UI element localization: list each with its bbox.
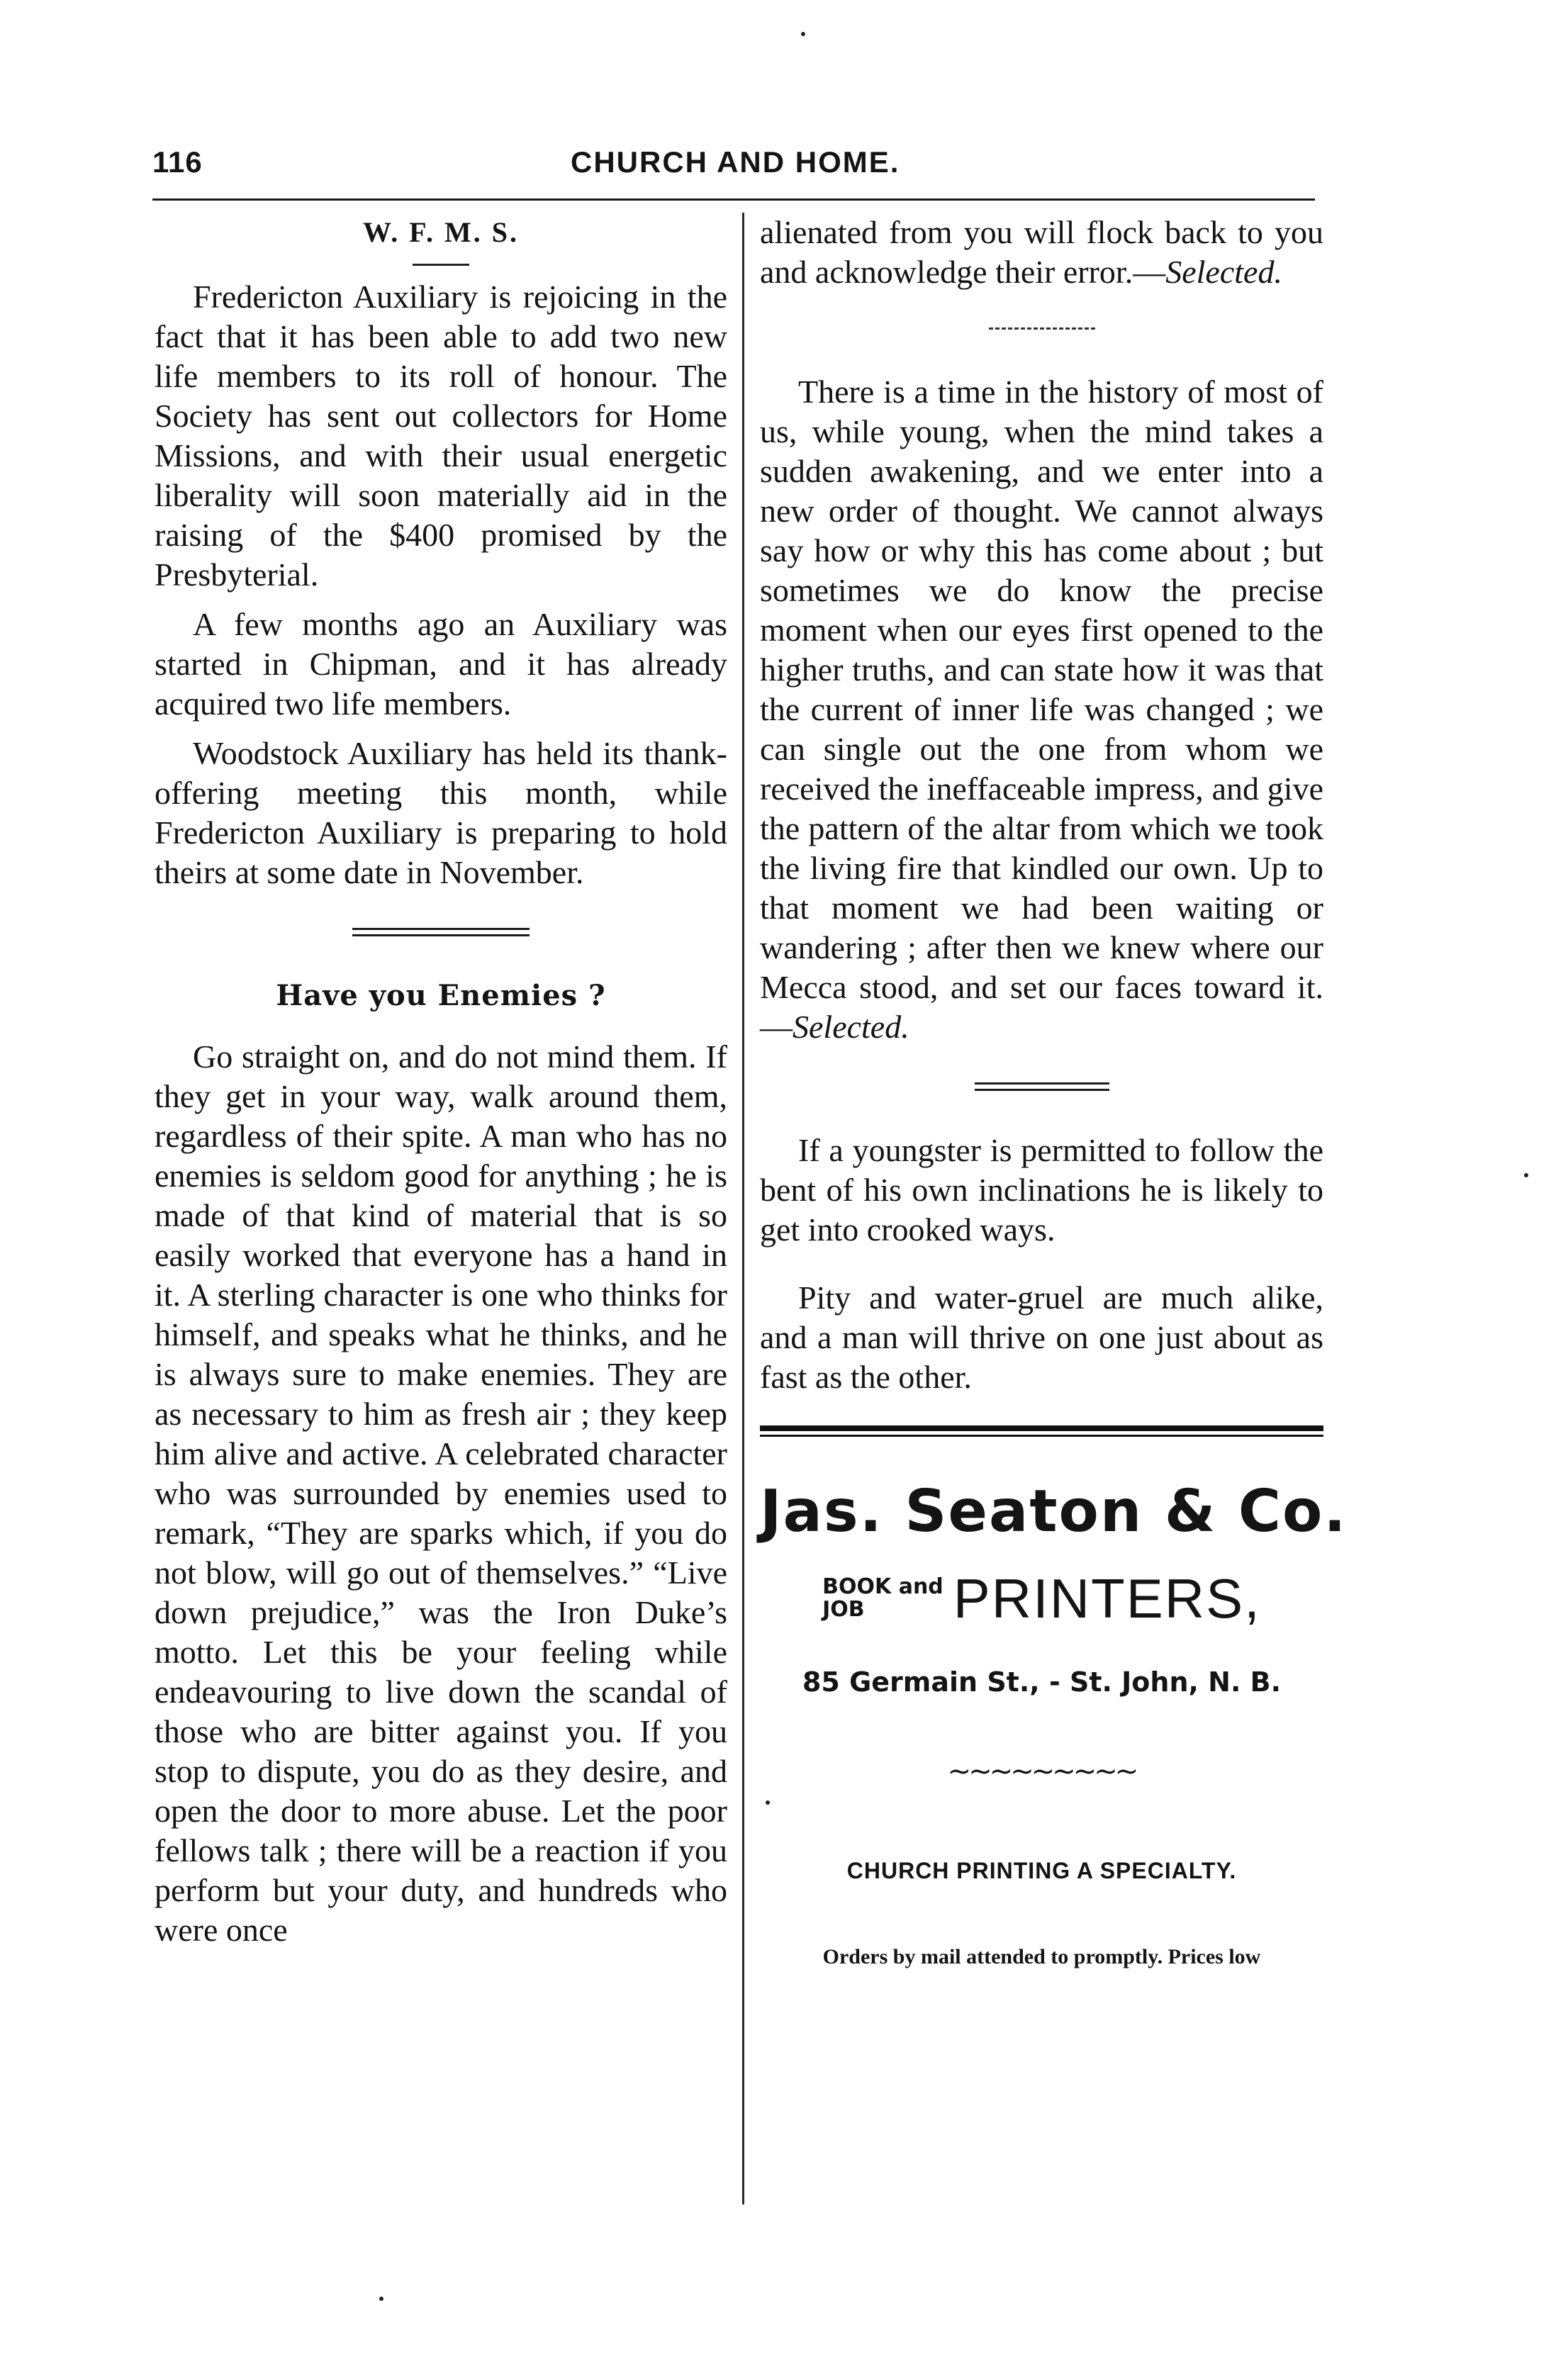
wfms-paragraph-3: Woodstock Auxiliary has held its thank-offering meeting this month, while Fredericton Auxiliary is preparing to hold theirs at some date in November. xyxy=(155,735,727,890)
advertiser-name: Jas. Seaton & Co. xyxy=(760,1478,1348,1545)
service-line-job: JOB xyxy=(822,1597,865,1622)
specialty-line: CHURCH PRINTING A SPECIALTY. xyxy=(846,1858,1237,1883)
awakening-paragraph xyxy=(760,372,1323,1047)
column-divider xyxy=(742,213,744,2204)
section-divider xyxy=(352,928,530,936)
continuation-text: alienated from you will flock back to you and acknowledge their error.— xyxy=(760,214,1323,290)
wfms-paragraph-2: A few months ago an Auxiliary was started in Chipman, and it has already acquired two life members. xyxy=(155,606,727,722)
page-number: 116 xyxy=(152,145,203,179)
section-divider xyxy=(975,1082,1109,1091)
running-title: CHURCH AND HOME. xyxy=(571,145,900,179)
printer-advertisement xyxy=(760,1477,1348,1977)
header-rule xyxy=(152,198,1315,201)
advertisement-rule xyxy=(760,1425,1323,1437)
printer-service-line xyxy=(760,1567,1323,1630)
section-divider xyxy=(989,327,1095,330)
print-speck xyxy=(379,2297,383,2301)
print-speck xyxy=(801,32,805,36)
wave-ornament: ~~~~~~~~~ xyxy=(947,1755,1136,1788)
wfms-heading: W. F. M. S. xyxy=(362,216,520,248)
print-speck xyxy=(766,1800,770,1805)
continuation-paragraph xyxy=(760,213,1323,292)
awakening-text: There is a time in the history of most of us, while young, when the mind takes a sudden awakening, and we enter into a new order of thought. We cannot always say how or why this has come about ; but sometimes we do know the precise moment when our eyes first opened to the higher truths, and can state how it was that the current of inner life was changed ; we can single out the one from whom we received the ineffaceable impress, and give the pattern of the altar from which we took the living fire that kindled our own. Up to that moment we had been waiting or wandering ; after then we knew where our Mecca stood, and set our faces toward it.— xyxy=(760,374,1323,1045)
pity-paragraph: Pity and water-gruel are much alike, and a man will thrive on one just about as fast as the other. xyxy=(760,1279,1323,1395)
mail-orders-note: Orders by mail attended to promptly. Prices low xyxy=(822,1945,1261,1968)
enemies-paragraph: Go straight on, and do not mind them. If they get in your way, walk around them, regardless of their spite. A man who has no enemies is seldom good for anything ; he is made of that kind of material that is so easily worked that everyone has a hand in it. A sterling character is one who thinks for himself, and speaks what he thinks, and he is always sure to make enemies. They are as necessary to him as fresh air ; they keep him alive and active. A celebrated character who was surrounded by enemies used to remark, “They are sparks which, if you do not blow, will go out of themselves.” “Live down prejudice,” was the Iron Duke’s motto. Let this be your feeling while endeavouring to live down the scandal of those who are bitter against you. If you stop to dispute, you do as they desire, and open the door to more abuse. Let the poor fellows talk ; there will be a reaction if you perform but your duty, and hundreds who were once xyxy=(155,1038,727,1948)
awakening-credit: Selected. xyxy=(793,1009,909,1045)
printers-title: PRINTERS, xyxy=(953,1567,1261,1630)
service-line-book: BOOK and xyxy=(822,1574,943,1599)
enemies-heading: Have you Enemies ? xyxy=(276,979,606,1012)
advertiser-address: 85 Germain St., - St. John, N. B. xyxy=(802,1666,1282,1698)
youngster-paragraph: If a youngster is permitted to follow the bent of his own inclinations he is likely to get into crooked ways. xyxy=(760,1132,1323,1248)
print-speck xyxy=(1524,1173,1528,1177)
continuation-credit: Selected. xyxy=(1165,254,1282,290)
left-column xyxy=(155,213,727,1960)
right-column xyxy=(760,213,1348,1977)
page-header xyxy=(152,145,1315,188)
service-stack xyxy=(822,1576,943,1621)
wfms-paragraph-1: Fredericton Auxiliary is rejoicing in the fact that it has been able to add two new life members to its roll of honour. The Society has sent out collectors for Home Missions, and with their usual energetic liberality will soon materially aid in the raising of the $400 promised by the Presbyterial. xyxy=(155,279,727,593)
short-rule xyxy=(413,264,469,266)
